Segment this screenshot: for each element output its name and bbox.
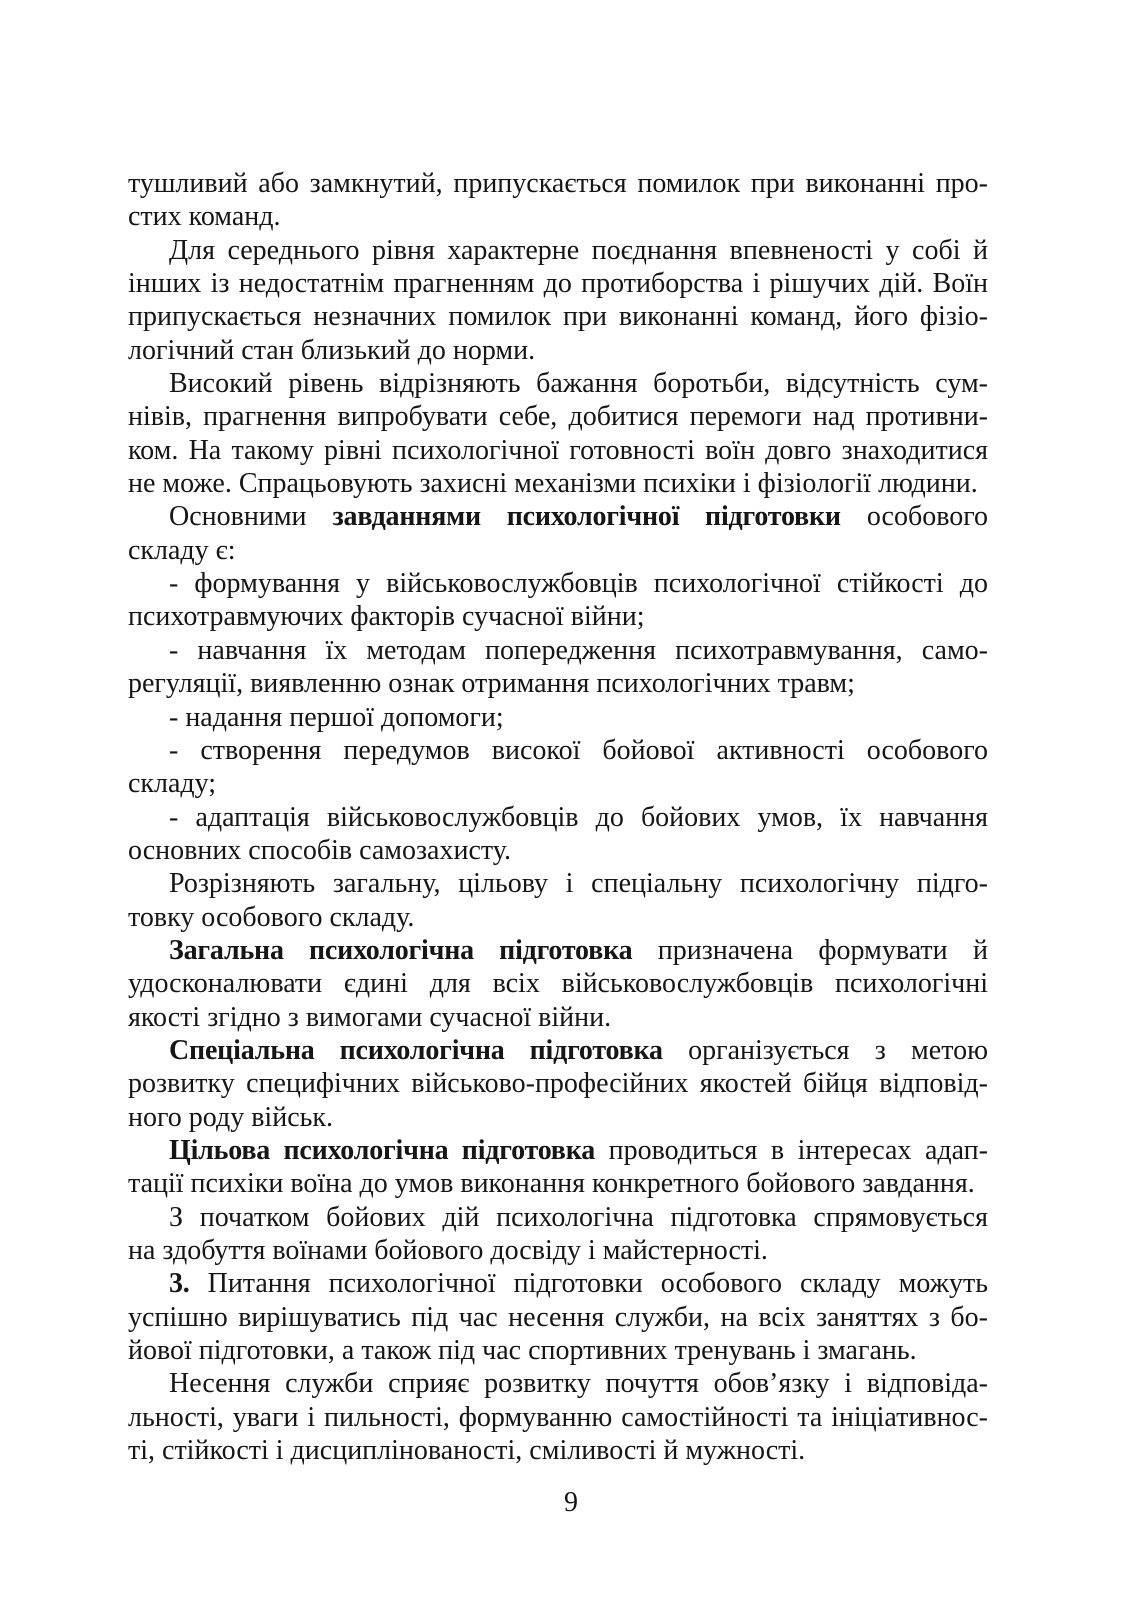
text-line — [128, 567, 988, 600]
text-segment: - адаптація військовослужбовців до бойових умов, їх навчання — [169, 801, 988, 833]
bold-text-segment: Спеціальна психологічна підготовка — [169, 1034, 663, 1066]
text-segment: ного роду військ. — [128, 1101, 333, 1133]
text-segment: нівів, прагнення випробувати себе, добитися перемоги над противни- — [128, 401, 988, 433]
text-line — [128, 867, 988, 900]
text-segment: Несення служби сприяє розвитку почуття обов’язку і відповіда- — [169, 1368, 988, 1400]
text-segment: на здобуття воїнами бойового досвіду і майстерності. — [128, 1235, 768, 1266]
text-line — [128, 1067, 988, 1100]
text-line — [128, 1134, 988, 1167]
text-segment: тушливий або замкнутий, припускається помилок при виконанні про- — [128, 168, 988, 199]
text-line — [128, 667, 988, 700]
text-segment: льності, уваги і пильності, формуванню самостійності та ініціативнос- — [128, 1401, 988, 1433]
text-line — [128, 967, 988, 1000]
text-segment: розвитку специфічних військово-професійних якостей бійця відповід- — [128, 1068, 988, 1100]
text-segment: ті, стійкості і дисциплінованості, сміливості й мужності. — [128, 1435, 806, 1467]
text-line — [128, 767, 988, 800]
text-segment: психотравмуючих факторів сучасної війни; — [128, 601, 645, 633]
text-line — [128, 834, 988, 867]
text-segment: Високий рівень відрізняють бажання боротьби, відсутність сум- — [169, 368, 988, 400]
text-segment: тації психіки воїна до умов виконання конкретного бойового завдання. — [128, 1168, 975, 1200]
text-segment: - створення передумов високої бойової активності особового — [169, 734, 988, 766]
page-number: 9 — [564, 1487, 578, 1518]
text-line — [128, 1434, 988, 1467]
text-segment: логічний стан близький до норми. — [128, 334, 536, 366]
bold-text-segment: Цільова психологічна підготовка — [169, 1134, 596, 1166]
text-line — [128, 400, 988, 433]
text-segment: ком. На такому рівні психологічної готовності воїн довго знаходитися — [128, 434, 988, 466]
text-segment: З початком бойових дій психологічна підготовка спрямовується — [169, 1201, 988, 1233]
text-segment: якості згідно з вимогами сучасної війни. — [128, 1001, 612, 1033]
text-line — [128, 1001, 988, 1034]
text-line — [128, 167, 988, 200]
text-line — [128, 934, 988, 967]
text-block — [128, 167, 988, 1467]
text-line — [128, 367, 988, 400]
text-segment: призначена формувати й — [632, 934, 988, 966]
text-line — [128, 600, 988, 633]
text-segment: - надання першої допомоги; — [169, 701, 504, 733]
text-segment: товку особового складу. — [128, 901, 415, 933]
text-line — [128, 1101, 988, 1134]
text-line — [128, 1167, 988, 1200]
text-segment: - формування у військовослужбовців психологічної стійкості до — [169, 568, 988, 600]
text-line — [128, 1301, 988, 1334]
text-line — [128, 734, 988, 767]
text-line — [128, 1334, 988, 1367]
text-line — [128, 701, 988, 734]
text-line — [128, 801, 988, 834]
text-line — [128, 300, 988, 333]
text-line — [128, 634, 988, 667]
text-line — [128, 901, 988, 934]
text-line — [128, 500, 988, 533]
text-line — [128, 1034, 988, 1067]
text-line — [128, 200, 988, 233]
text-segment: Питання психологічної підготовки особового складу можуть — [189, 1268, 988, 1300]
text-line — [128, 1401, 988, 1434]
text-segment: - навчання їх методам попередження психотравмування, само- — [169, 634, 988, 666]
text-segment: Розрізняють загальну, цільову і спеціальну психологічну підго- — [169, 868, 988, 900]
text-line — [128, 1267, 988, 1300]
text-segment: складу є: — [128, 534, 236, 566]
text-segment: удосконалювати єдині для всіх військовослужбовців психологічні — [128, 968, 988, 1000]
bold-text-segment: завданнями психологічної підготовки — [332, 501, 841, 533]
text-line — [128, 267, 988, 300]
text-line — [128, 234, 988, 267]
text-segment: основних способів самозахисту. — [128, 834, 511, 866]
text-line — [128, 1201, 988, 1234]
text-segment: стих команд. — [128, 201, 281, 233]
text-segment: інших із недостатнім прагненням до протиборства і рішучих дій. Воїн — [128, 268, 988, 300]
text-segment: Для середнього рівня характерне поєднання впевненості у собі й — [169, 234, 988, 266]
text-line — [128, 1234, 988, 1267]
text-segment: йової підготовки, а також під час спортивних тренувань і змагань. — [128, 1335, 917, 1367]
bold-text-segment: Загальна психологічна підготовка — [169, 934, 633, 966]
text-segment: особового — [840, 501, 988, 533]
text-segment: успішно вирішуватись під час несення служби, на всіх заняттях з бо- — [128, 1301, 988, 1333]
text-line — [128, 534, 988, 567]
text-segment: проводиться в інтересах адап- — [595, 1134, 988, 1166]
bold-text-segment: 3. — [169, 1268, 190, 1300]
text-segment: припускається незначних помилок при виконанні команд, його фізіо- — [128, 301, 988, 333]
text-line — [128, 1367, 988, 1400]
text-segment: не може. Спрацьовують захисні механізми психіки і фізіології людини. — [128, 468, 978, 500]
text-line — [128, 334, 988, 367]
text-line — [128, 467, 988, 500]
text-segment: складу; — [128, 768, 217, 800]
text-segment: організується з метою — [662, 1034, 988, 1066]
text-line — [128, 434, 988, 467]
text-segment: Основними — [169, 501, 333, 533]
text-segment: регуляції, виявленню ознак отримання психологічних травм; — [128, 668, 855, 700]
